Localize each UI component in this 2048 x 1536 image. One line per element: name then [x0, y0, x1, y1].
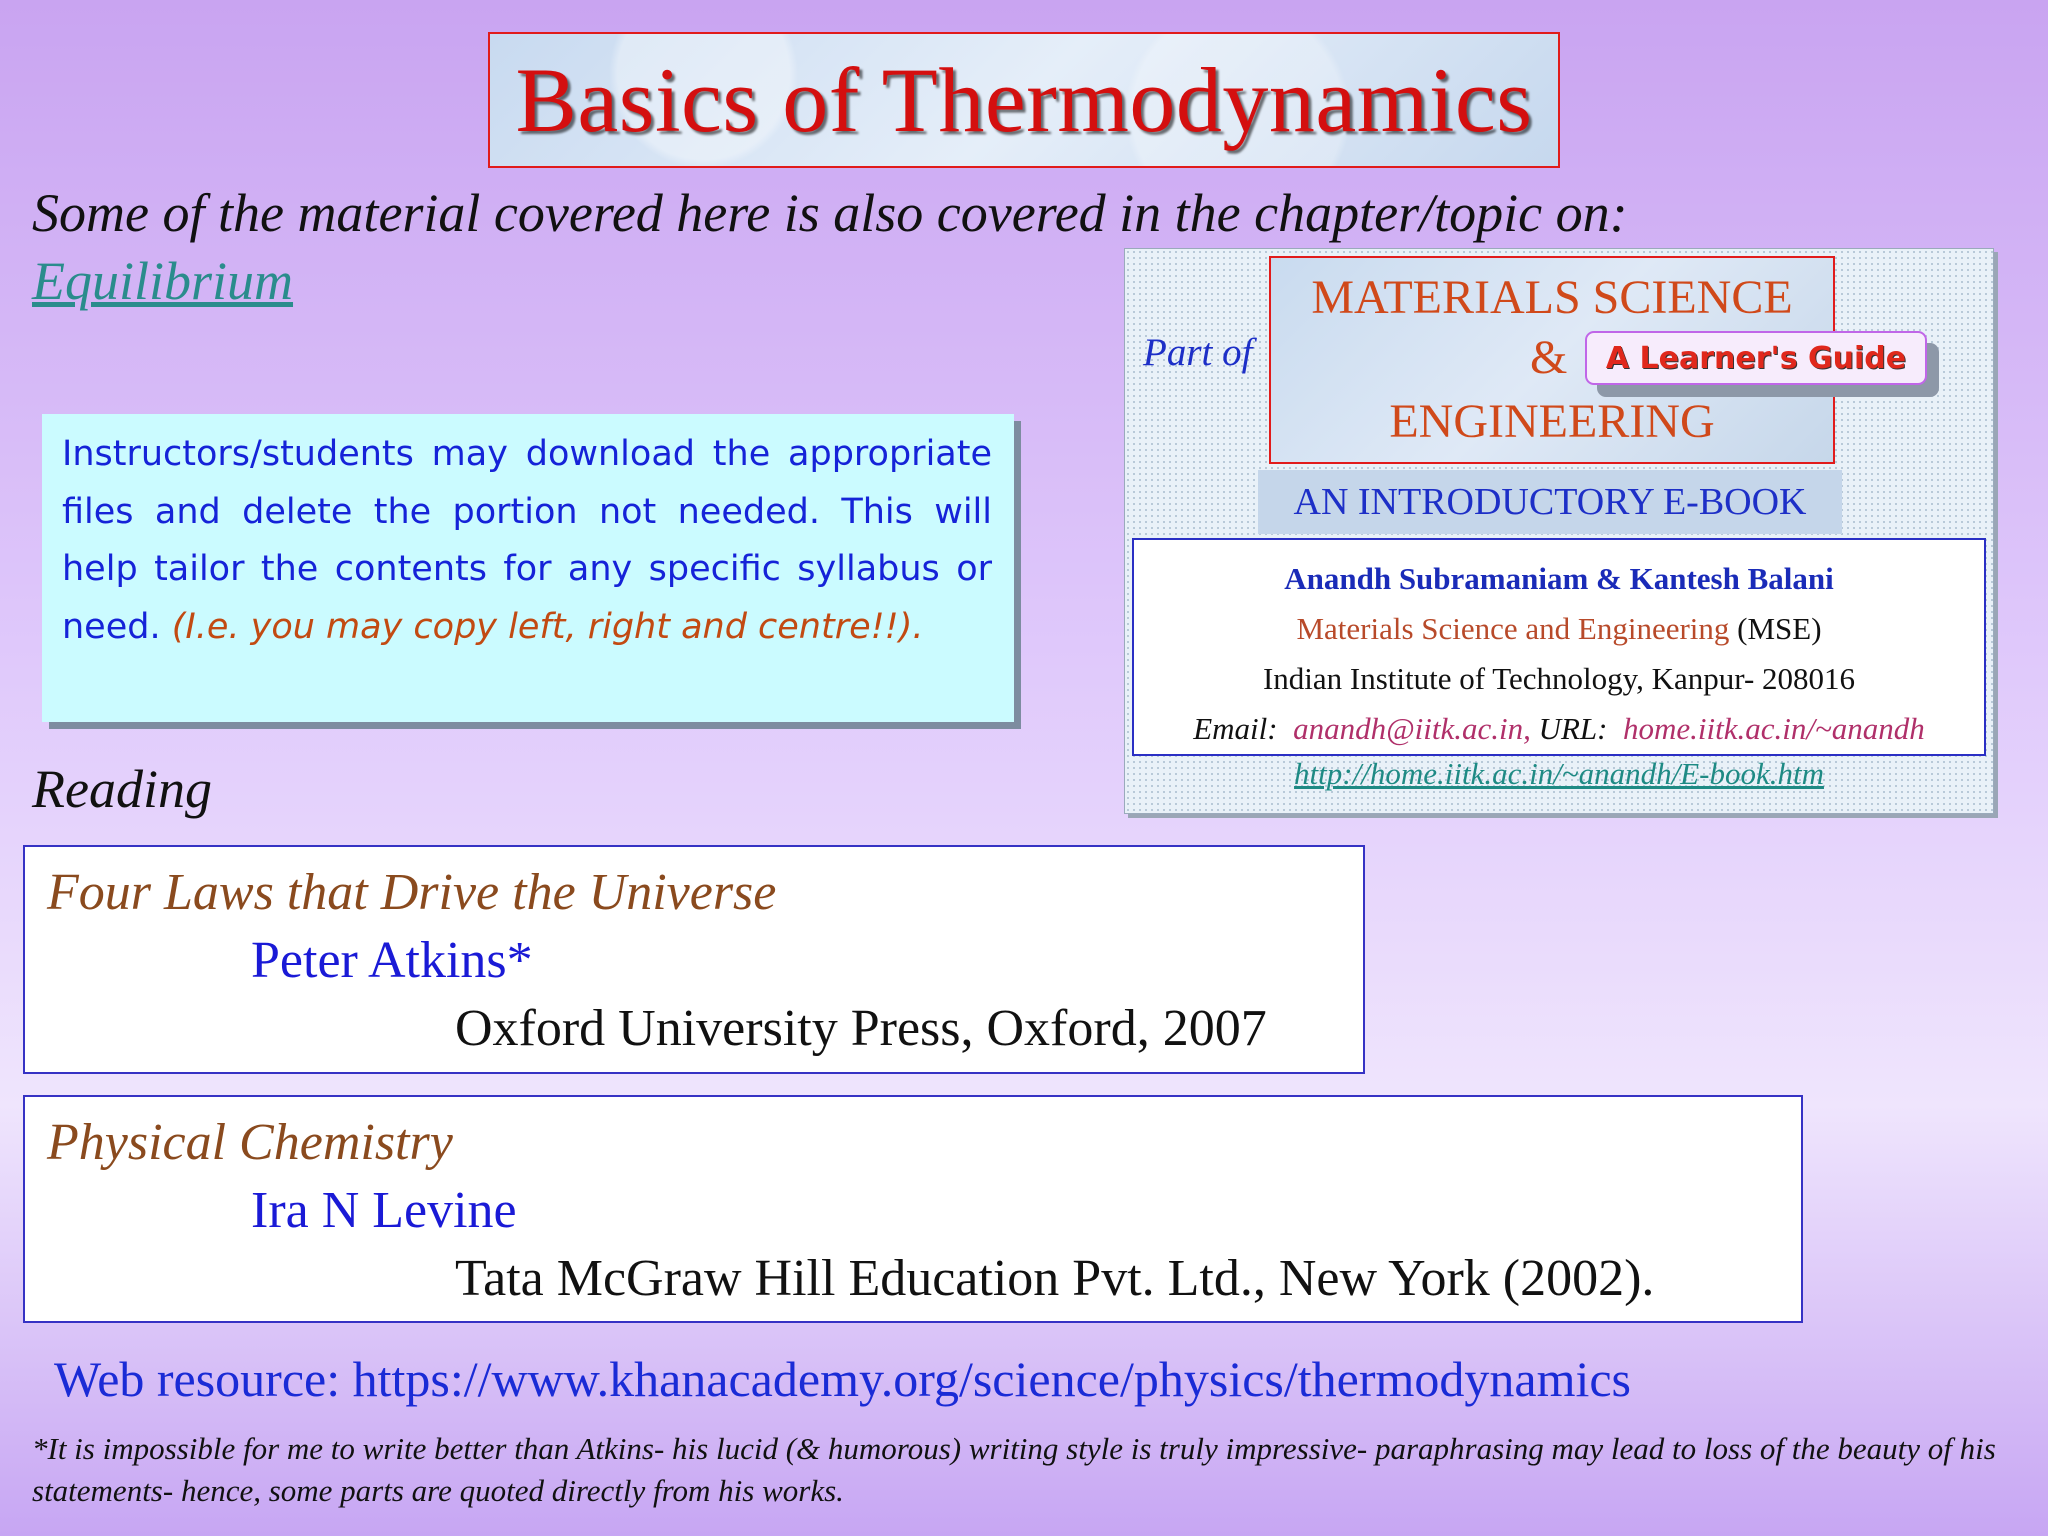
reference-author: Peter Atkins* [251, 932, 533, 989]
reading-heading: Reading [32, 759, 212, 819]
footnote: *It is impossible for me to write better than Atkins- his lucid (& humorous) writing style is truly impressive- paraphrasing may lead to loss of the beauty of his statements- hence, some parts are quoted directly from his works. [32, 1431, 1996, 1508]
title-banner [488, 32, 1560, 168]
reference-box-1 [23, 845, 1365, 1074]
instructor-note-aside: (I.e. you may copy left, right and centre!!). [171, 606, 924, 647]
url-label: URL: [1538, 711, 1608, 746]
ebook-link[interactable]: http://home.iitk.ac.in/~anandh/E-book.htm [1294, 756, 1824, 791]
reference-publisher: Tata McGraw Hill Education Pvt. Ltd., New York (2002). [455, 1250, 1655, 1307]
instructor-note [42, 414, 1014, 722]
reference-title: Physical Chemistry [47, 1114, 453, 1171]
reference-publisher: Oxford University Press, Oxford, 2007 [455, 1000, 1267, 1057]
email-address: anandh@iitk.ac.in, [1293, 711, 1531, 746]
intro-text: Some of the material covered here is also covered in the chapter/topic on: [32, 183, 1628, 243]
department-abbr: (MSE) [1737, 611, 1822, 646]
department-line [1134, 604, 1984, 654]
reference-author: Ira N Levine [251, 1182, 517, 1239]
authors: Anandh Subramaniam & Kantesh Balani [1284, 561, 1834, 596]
contact-line [1134, 704, 1984, 754]
ebook-subtitle: AN INTRODUCTORY E-BOOK [1258, 470, 1842, 534]
mse-title-ampersand: & [1530, 331, 1568, 384]
department-name: Materials Science and Engineering [1296, 611, 1730, 646]
equilibrium-link[interactable]: Equilibrium [32, 251, 294, 311]
homepage-url: home.iitk.ac.in/~anandh [1623, 711, 1925, 746]
instructor-note-text: Instructors/students may download the appropriate files and delete the portion not needed. This will help tailor the contents for any specific syllabus or need. [62, 434, 992, 647]
mse-title-line2: ENGINEERING [1389, 395, 1715, 448]
mse-title-line1: MATERIALS SCIENCE [1311, 271, 1793, 324]
email-label: Email: [1193, 711, 1278, 746]
page-title: Basics of Thermodynamics [515, 49, 1533, 151]
author-info-box [1132, 538, 1986, 756]
institute: Indian Institute of Technology, Kanpur- 208016 [1262, 661, 1856, 696]
reference-box-2 [23, 1095, 1803, 1323]
learners-guide-badge: A Learner's Guide [1585, 331, 1927, 385]
web-resource: Web resource: https://www.khanacademy.org/science/physics/thermodynamics [54, 1351, 1632, 1407]
reference-title: Four Laws that Drive the Universe [47, 864, 777, 921]
part-of-label: Part of [1143, 331, 1253, 374]
